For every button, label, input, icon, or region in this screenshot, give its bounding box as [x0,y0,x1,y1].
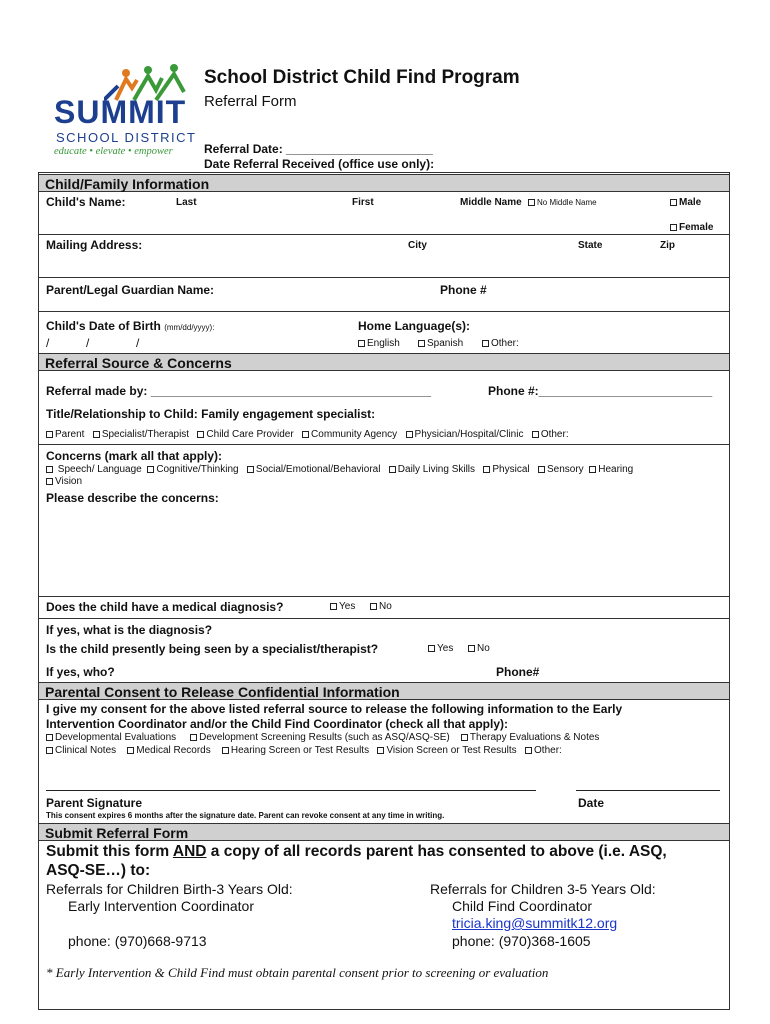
referral-phone: Phone #:__________________________ [488,384,713,398]
consent-therapy[interactable]: Therapy Evaluations & Notes [461,732,600,743]
first-label: First [352,197,374,208]
source-community[interactable]: Community Agency [302,429,397,440]
concerns-row [46,464,633,475]
diagnosis-question: Does the child have a medical diagnosis? [46,600,284,614]
consent-dev-eval[interactable]: Developmental Evaluations [46,732,176,743]
right-title: Referrals for Children 3-5 Years Old: [430,881,656,897]
title-relationship: Title/Relationship to Child: Family engagement specialist: [46,407,376,421]
date-received: Date Referral Received (office use only): [204,157,435,171]
diagnosis-yes[interactable]: Yes [330,601,355,612]
concerns-label: Concerns (mark all that apply): [46,449,223,463]
section-submit: Submit Referral Form [39,823,729,841]
consent-medical[interactable]: Medical Records [127,745,210,756]
concern-social[interactable]: Social/Emotional/Behavioral [247,464,381,475]
concern-vision[interactable]: Vision [46,476,82,487]
consent-row-1 [46,732,599,743]
referral-by: Referral made by: __________________________________________ [46,384,432,398]
right-phone: phone: (970)368-1605 [452,933,591,949]
section-consent: Parental Consent to Release Confidential Information [39,682,729,700]
therapist-no[interactable]: No [468,643,490,654]
city-label: City [408,240,427,251]
consent-row-2 [46,745,562,756]
consent-line-2: Intervention Coordinator and/or the Child Find Coordinator (check all that apply): [46,717,509,731]
submit-line-2: ASQ-SE…) to: [46,862,151,879]
footnote: * Early Intervention & Child Find must obtain parental consent prior to screening or evaluation [46,965,549,980]
source-specialist[interactable]: Specialist/Therapist [93,429,189,440]
logo-tagline: educate • elevate • empower [54,146,173,157]
childs-name-label: Child's Name: [46,195,126,209]
coordinator-email-link[interactable]: tricia.king@summitk12.org [452,915,618,931]
consent-dev-screen[interactable]: Development Screening Results (such as ASQ/ASQ-SE) [190,732,450,743]
source-parent[interactable]: Parent [46,429,84,440]
consent-vision[interactable]: Vision Screen or Test Results [377,745,516,756]
dob-label: Child's Date of Birth (mm/dd/yyyy): [46,319,215,333]
logo-district: SCHOOL DISTRICT [56,130,197,145]
logo-brand: SUMMIT [54,94,187,130]
left-phone: phone: (970)668-9713 [68,933,207,949]
spanish-checkbox[interactable]: Spanish [418,338,463,349]
english-checkbox[interactable]: English [358,338,400,349]
female-checkbox[interactable]: Female [670,222,713,233]
logo [54,62,204,162]
therapist-yes[interactable]: Yes [428,643,453,654]
referral-date: Referral Date: ______________________ [204,142,433,156]
signature-line[interactable] [46,790,536,791]
no-middle-checkbox[interactable]: No Middle Name [528,198,597,207]
dob-slashes: / / / [46,336,140,350]
guardian-phone-label: Phone # [440,283,487,297]
zip-label: Zip [660,240,675,251]
who-label: If yes, who? [46,665,115,679]
concern-speech[interactable]: Speech/ Language [46,464,142,475]
consent-hearing[interactable]: Hearing Screen or Test Results [222,745,369,756]
guardian-label: Parent/Legal Guardian Name: [46,283,215,297]
submit-line-1: Submit this form AND a copy of all records parent has consented to above (i.e. ASQ, [46,843,667,860]
right-coordinator: Child Find Coordinator [452,898,593,914]
concern-daily[interactable]: Daily Living Skills [389,464,475,475]
consent-expiry: This consent expires 6 months after the signature date. Parent can revoke consent at any time in writing. [46,811,445,820]
diagnosis-no[interactable]: No [370,601,392,612]
date-label: Date [578,796,605,810]
concern-cognitive[interactable]: Cognitive/Thinking [147,464,238,475]
male-checkbox[interactable]: Male [670,197,701,208]
left-coordinator: Early Intervention Coordinator [68,898,254,914]
concern-sensory[interactable]: Sensory [538,464,584,475]
section-referral-source: Referral Source & Concerns [39,353,729,371]
concern-physical[interactable]: Physical [483,464,529,475]
describe-label: Please describe the concerns: [46,491,219,505]
consent-line-1: I give my consent for the above listed referral source to release the following information to the Early [46,702,623,716]
source-physician[interactable]: Physician/Hospital/Clinic [406,429,524,440]
source-other[interactable]: Other: [532,429,569,440]
mailing-label: Mailing Address: [46,238,143,252]
page-subtitle: Referral Form [204,93,297,110]
last-label: Last [176,197,197,208]
section-child-family: Child/Family Information [39,174,729,192]
concern-hearing[interactable]: Hearing [589,464,633,475]
page-title: School District Child Find Program [204,67,520,88]
state-label: State [578,240,603,251]
date-line[interactable] [576,790,720,791]
consent-clinical[interactable]: Clinical Notes [46,745,116,756]
signature-label: Parent Signature [46,796,143,810]
home-language-label: Home Language(s): [358,319,471,333]
consent-other[interactable]: Other: [525,745,562,756]
who-phone: Phone# [496,665,540,679]
therapist-question: Is the child presently being seen by a specialist/therapist? [46,642,379,656]
source-child-care[interactable]: Child Care Provider [197,429,293,440]
diagnosis-what: If yes, what is the diagnosis? [46,623,213,637]
other-language-checkbox[interactable]: Other: [482,338,519,349]
source-row [46,429,569,440]
middle-label: Middle Name [460,197,522,208]
left-title: Referrals for Children Birth-3 Years Old: [46,881,293,897]
